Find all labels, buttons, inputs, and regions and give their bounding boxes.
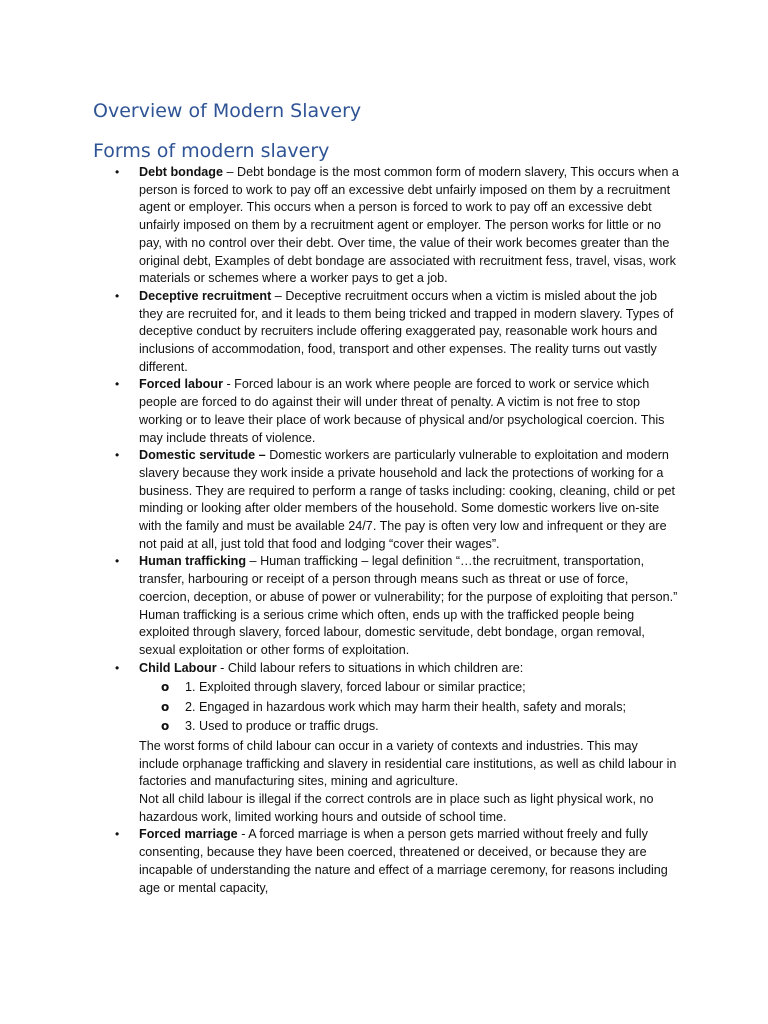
- sub-item-text: 3. Used to produce or traffic drugs.: [185, 719, 379, 734]
- sub-bullet-icon: o: [161, 699, 170, 714]
- sub-bullet-icon: o: [161, 719, 170, 734]
- item-text: Human trafficking – legal definition “…the recruitment, transportation, transfer, harbouring or receipt of a person through means such as threat or use of force, coercion, deception, or abuse of power or vulnerability; for the purpose of exploiting that person.” Human trafficking is a serious crime which often, ends up with the trafficked people being exploited through slavery, forced labour, domestic servitude, debt bondage, organ removal, sexual exploitation or other forms of exploitation.: [139, 554, 678, 657]
- document-body: [115, 164, 679, 897]
- bullet-icon: •: [115, 288, 120, 303]
- item-term: Child Labour: [139, 660, 217, 675]
- item-separator: –: [271, 288, 286, 303]
- list-item-child-labour: [115, 660, 679, 827]
- list-item-deceptive-recruitment: [115, 288, 679, 377]
- child-labour-paragraph: Not all child labour is illegal if the correct controls are in place such as light physical work, no hazardous work, limited working hours and outside of school time.: [139, 792, 654, 824]
- list-item-human-trafficking: [115, 553, 679, 659]
- item-separator: -: [222, 377, 235, 392]
- sub-item-text: 2. Engaged in hazardous work which may harm their health, safety and morals;: [185, 699, 627, 714]
- bullet-icon: •: [115, 448, 120, 463]
- section-heading: Forms of modern slavery: [93, 140, 330, 162]
- forms-list: [115, 164, 679, 897]
- bullet-icon: •: [115, 827, 120, 842]
- item-term: Debt bondage: [139, 165, 223, 179]
- bullet-icon: •: [115, 554, 120, 569]
- bullet-icon: •: [115, 377, 120, 392]
- page-title: Overview of Modern Slavery: [93, 100, 362, 122]
- list-item-domestic-servitude: [115, 447, 679, 553]
- child-labour-sublist: [139, 678, 679, 737]
- bullet-icon: •: [115, 660, 120, 675]
- item-text: Deceptive recruitment occurs when a victim is misled about the job they are recruited for, and it leads to them being tricked and trapped in modern slavery. Types of deceptive conduct by recruiters include offering exaggerated pay, reasonable work hours and inclusions of accommodation, food, transport and other expenses. The reality turns out vastly different.: [139, 288, 674, 374]
- child-labour-paragraph: The worst forms of child labour can occur in a variety of contexts and industries. This may include orphanage trafficking and slavery in residential care institutions, as well as child labour in factories and manufacturing sites, mining and agriculture.: [139, 738, 677, 789]
- item-separator: -: [237, 827, 249, 842]
- sub-list-item: [161, 698, 679, 718]
- list-item-forced-marriage: [115, 826, 679, 897]
- sub-item-text: 1. Exploited through slavery, forced labour or similar practice;: [185, 680, 526, 695]
- item-term: Human trafficking: [139, 554, 247, 569]
- item-term: Forced labour: [139, 377, 223, 392]
- item-text: Forced labour is an work where people are forced to work or service which people are forced to do against their will under threat of penalty. A victim is not free to stop working or to leave their place of work because of physical and/or psychological coercion. This may include threats of violence.: [139, 377, 665, 445]
- sub-bullet-icon: o: [161, 680, 170, 695]
- item-text: Child labour refers to situations in which children are:: [227, 660, 524, 675]
- item-term: Deceptive recruitment: [139, 288, 272, 303]
- item-term: Domestic servitude –: [139, 448, 266, 463]
- item-text: A forced marriage is when a person gets married without freely and fully consenting, because they have been coerced, threatened or deceived, or because they are incapable of understanding the nature and effect of a marriage ceremony, for reasons including age or mental capacity,: [139, 827, 668, 895]
- item-separator: –: [246, 554, 261, 569]
- item-text: Debt bondage is the most common form of modern slavery, This occurs when a person is forced to work to pay off an excessive debt unfairly imposed on them by a recruitment agent or employer. This occurs when a person is forced to work to pay off an excessive debt unfairly imposed on them by a recruitment agent or employer. The person works for little or no pay, with no control over their debt. Over time, the value of their work becomes greater than the original debt, Examples of debt bondage are associated with recruitment fess, travel, visas, work materials or schemes where a worker pays to get a job.: [139, 165, 679, 286]
- bullet-icon: •: [115, 165, 120, 179]
- sub-list-item: [161, 678, 679, 698]
- item-separator: –: [222, 165, 237, 179]
- item-term: Forced marriage: [139, 827, 238, 842]
- item-separator: -: [216, 660, 228, 675]
- sub-list-item: [161, 717, 679, 737]
- list-item-forced-labour: [115, 376, 679, 447]
- list-item-debt-bondage: [115, 164, 679, 288]
- item-text: Domestic workers are particularly vulnerable to exploitation and modern slavery because they work inside a private household and lack the protections of working for a business. They are required to perform a range of tasks including: cooking, cleaning, child or pet minding or looking after older members of the household. Some domestic workers live on-site with the family and must be available 24/7. The pay is often very low and infrequent or they are not paid at all, just told that food and lodging “cover their wages”.: [139, 448, 676, 551]
